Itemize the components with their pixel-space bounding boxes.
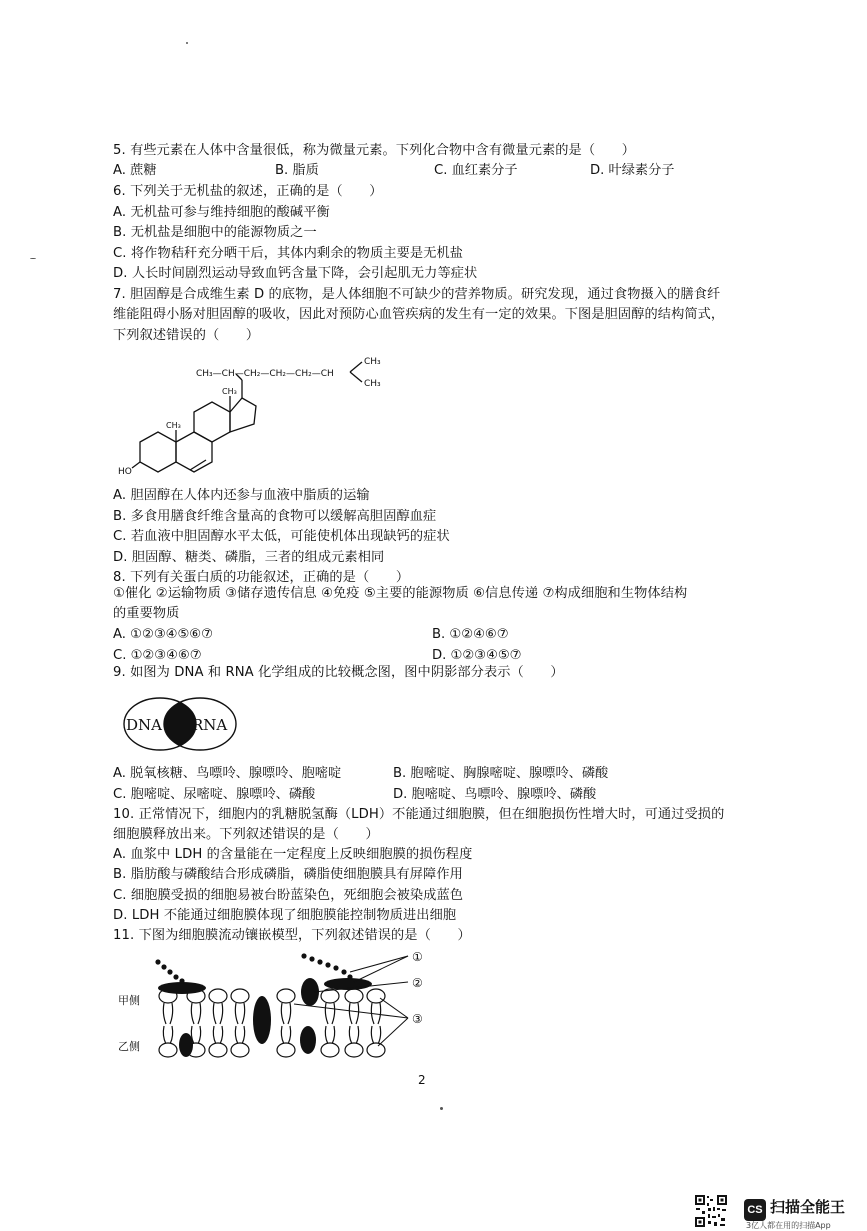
- q6-option-a: A. 无机盐可参与维持细胞的酸碱平衡: [113, 205, 330, 220]
- q8-option-a: A. ①②③④⑤⑥⑦: [113, 627, 213, 642]
- page-number: 2: [418, 1073, 426, 1087]
- membrane-label-3: ③: [412, 1012, 423, 1026]
- camscanner-logo-icon: CS: [744, 1199, 766, 1221]
- q8-items-line2: 的重要物质: [113, 606, 180, 621]
- venn-rna-label: RNA: [192, 716, 228, 734]
- q6-option-b: B. 无机盐是细胞中的能源物质之一: [113, 225, 317, 240]
- q8-stem: 8. 下列有关蛋白质的功能叙述，正确的是（ ）: [113, 570, 410, 585]
- q9-option-c: C. 胞嘧啶、尿嘧啶、腺嘌呤、磷酸: [113, 787, 316, 802]
- ch3-top-text: CH₃: [364, 357, 381, 367]
- watermark-brand: 扫描全能王: [770, 1198, 846, 1216]
- q7-stem-line1: 7. 胆固醇是合成维生素 D 的底物，是人体细胞不可缺少的营养物质。研究发现，通过食物摄入的膳食纤: [113, 287, 721, 302]
- q7-option-c: C. 若血液中胆固醇水平太低，可能使机体出现缺钙的症状: [113, 529, 450, 544]
- q7-option-a: A. 胆固醇在人体内还参与血液中脂质的运输: [113, 488, 370, 503]
- q10-option-d: D. LDH 不能通过细胞膜体现了细胞膜能控制物质进出细胞: [113, 908, 457, 923]
- ho-text: HO: [118, 467, 132, 477]
- q9-option-a: A. 脱氧核糖、鸟嘌呤、腺嘌呤、胞嘧啶: [113, 766, 342, 781]
- watermark-slogan: 3亿人都在用的扫描App: [746, 1221, 831, 1230]
- q6-option-d: D. 人长时间剧烈运动导致血钙含量下降，会引起肌无力等症状: [113, 266, 478, 281]
- q6-stem: 6. 下列关于无机盐的叙述，正确的是（ ）: [113, 184, 383, 199]
- q9-option-b: B. 胞嘧啶、胸腺嘧啶、腺嘌呤、磷酸: [393, 766, 609, 781]
- q7-stem-line3: 下列叙述错误的（ ）: [113, 328, 260, 343]
- q5-option-b: B. 脂质: [275, 163, 319, 178]
- q10-option-b: B. 脂肪酸与磷酸结合形成磷脂，磷脂使细胞膜具有屏障作用: [113, 867, 463, 882]
- ch3-ring-d-text: CH₃: [222, 387, 237, 396]
- q11-stem: 11. 下图为细胞膜流动镶嵌模型，下列叙述错误的是（ ）: [113, 928, 471, 943]
- q10-option-a: A. 血浆中 LDH 的含量能在一定程度上反映细胞膜的损伤程度: [113, 847, 473, 862]
- membrane-label-2: ②: [412, 976, 423, 990]
- q7-option-d: D. 胆固醇、糖类、磷脂，三者的组成元素相同: [113, 550, 385, 565]
- q5-option-a: A. 蔗糖: [113, 163, 157, 178]
- scan-speck: [440, 1107, 443, 1110]
- cholesterol-chain-text: CH₃—CH—CH₂—CH₂—CH₂—CH: [196, 369, 334, 379]
- q6-option-c: C. 将作物秸秆充分晒干后，其体内剩余的物质主要是无机盐: [113, 246, 464, 261]
- q10-stem-line1: 10. 正常情况下，细胞内的乳糖脱氢酶（LDH）不能通过细胞膜，但在细胞损伤性增大时，可通过受损的: [113, 807, 725, 822]
- q8-option-b: B. ①②④⑥⑦: [432, 627, 509, 642]
- membrane-label-1: ①: [412, 950, 423, 964]
- q7-stem-line2: 维能阻碍小肠对胆固醇的吸收，因此对预防心血管疾病的发生有一定的效果。下图是胆固醇的结构简式，: [113, 307, 725, 322]
- q10-option-c: C. 细胞膜受损的细胞易被台盼蓝染色，死细胞会被染成蓝色: [113, 888, 464, 903]
- cholesterol-structure-figure: [118, 350, 398, 480]
- ch3-ring-a-text: CH₃: [166, 421, 181, 430]
- q5-option-d: D. 叶绿素分子: [590, 163, 675, 178]
- q10-stem-line2: 细胞膜释放出来。下列叙述错误的是（ ）: [113, 827, 379, 842]
- scan-speck: [30, 258, 36, 259]
- q8-option-d: D. ①②③④⑤⑦: [432, 648, 522, 663]
- q8-option-c: C. ①②③④⑥⑦: [113, 648, 202, 663]
- q5-stem: 5. 有些元素在人体中含量很低，称为微量元素。下列化合物中含有微量元素的是（ ）: [113, 143, 635, 158]
- scan-speck: [186, 42, 188, 44]
- venn-dna-label: DNA: [126, 716, 162, 734]
- q9-stem: 9. 如图为 DNA 和 RNA 化学组成的比较概念图，图中阴影部分表示（ ）: [113, 665, 564, 680]
- q5-option-c: C. 血红素分子: [434, 163, 518, 178]
- q7-option-b: B. 多食用膳食纤维含量高的食物可以缓解高胆固醇血症: [113, 509, 437, 524]
- q8-items-line1: ①催化 ②运输物质 ③储存遗传信息 ④免疫 ⑤主要的能源物质 ⑥信息传递 ⑦构成细胞和生物体结构: [113, 586, 688, 601]
- q9-option-d: D. 胞嘧啶、鸟嘌呤、腺嘌呤、磷酸: [393, 787, 597, 802]
- membrane-side-b-label: 乙侧: [118, 1040, 140, 1053]
- dna-rna-venn-figure: [120, 694, 240, 754]
- qr-code-icon: [694, 1194, 728, 1228]
- ch3-bottom-text: CH₃: [364, 379, 381, 389]
- membrane-model-figure: [118, 948, 438, 1063]
- membrane-side-a-label: 甲侧: [118, 994, 140, 1007]
